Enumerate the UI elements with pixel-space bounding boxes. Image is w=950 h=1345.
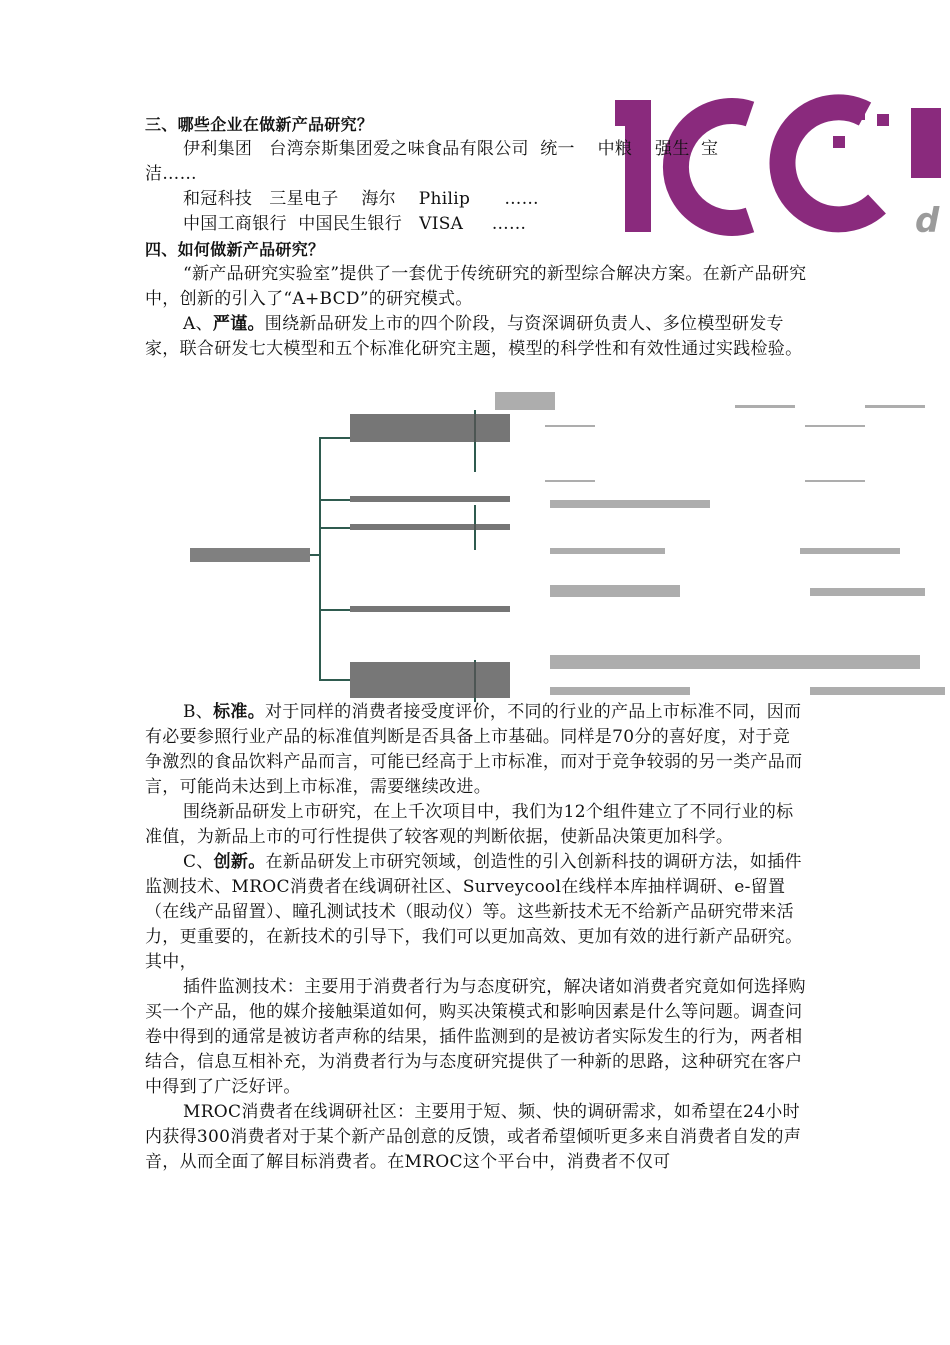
branch-node-1 — [350, 414, 510, 442]
paragraph-b-prefix: B、 — [183, 702, 214, 722]
paragraph-c — [145, 850, 807, 975]
company-list-row1-cont: 洁…… — [145, 164, 197, 184]
paragraph-a-label: 严谨。 — [212, 314, 265, 334]
paragraph-b — [145, 700, 807, 800]
paragraph-b-label: 标准。 — [213, 702, 265, 722]
branch-node-2 — [350, 496, 510, 502]
branch-node-5 — [350, 662, 510, 698]
company-list-row3: 中国工商银行 中国民生银行 VISA …… — [183, 214, 527, 234]
section4-intro: “新产品研究实验室”提供了一套优于传统研究的新型综合解决方案。在新产品研究中，创新的引入了“A+BCD”的研究模式。 — [145, 264, 807, 309]
svg-text:d: d — [915, 201, 940, 237]
paragraph-c-prefix: C、 — [183, 852, 214, 872]
paragraph-a-prefix: A、 — [183, 314, 213, 334]
paragraph-c-label: 创新。 — [213, 852, 266, 872]
section3-heading: 三、哪些企业在做新产品研究？ — [145, 115, 374, 134]
paragraph-b2: 围绕新品研发上市研究，在上千次项目中，我们为12个组件建立了不同行业的标准值，为新品上市的可行性提供了较客观的判断依据，使新品决策更加科学。 — [145, 802, 794, 847]
company-list-row2: 和冠科技 三星电子 海尔 Philip …… — [183, 189, 539, 209]
paragraph-mroc: MROC消费者在线调研社区：主要用于短、频、快的调研需求，如希望在24小时内获得300消费者对于某个新产品创意的反馈，或者希望倾听更多来自消费者自发的声音，从而全面了解目标消费者。在MROC这个平台中，消费者不仅可 — [145, 1102, 802, 1172]
company-list-row1: 伊利集团 台湾奈斯集团爱之味食品有限公司 统一 中粮 强生 宝 — [183, 139, 719, 159]
branch-node-4 — [350, 606, 510, 612]
section4-heading: 四、如何做新产品研究？ — [145, 240, 325, 259]
paragraph-a — [145, 312, 807, 362]
tree-leaf-nodes — [495, 392, 945, 695]
paragraph-b-text: 对于同样的消费者接受度评价，不同的行业的产品上市标准不同，因而有必要参照行业产品的标准值判断是否具备上市基础。同样是70分的喜好度，对于竞争激烈的食品饮料产品而言，可能已经高于上市标准，而对于竞争较弱的另一类产品而言，可能尚未达到上市标准，需要继续改进。 — [145, 702, 803, 797]
branch-node-3 — [350, 524, 510, 530]
tree-root-node — [190, 548, 310, 562]
paragraph-a-text: 围绕新品研发上市的四个阶段，与资深调研负责人、多位模型研发专家，联合研发七大模型和五个标准化研究主题，模型的科学性和有效性通过实践检验。 — [145, 314, 803, 359]
paragraph-c-text: 在新品研发上市研究领域，创造性的引入创新科技的调研方法，如插件监测技术、MROC消费者在线调研社区、Surveycool在线样本库抽样调研、e-留置（在线产品留置）、瞳孔测试技术（眼动仪）等。这些新技术无不给新产品研究带来活力，更重要的，在新技术的引导下，我们可以更加高效、更加有效的进行新产品研究。其中， — [145, 852, 803, 972]
tree-branch-nodes — [350, 414, 510, 698]
paragraph-plugin: 插件监测技术：主要用于消费者行为与态度研究，解决诸如消费者究竟如何选择购买一个产品，他的媒介接触渠道如何，购买决策模式和影响因素是什么等问题。调查问卷中得到的通常是被访者声称的结果，插件监测到的是被访者实际发生的行为，两者相结合，信息互相补充，为消费者行为与态度研究提供了一种新的思路，这种研究在客户中得到了广泛好评。 — [145, 977, 806, 1097]
research-model-tree-diagram — [185, 390, 950, 708]
